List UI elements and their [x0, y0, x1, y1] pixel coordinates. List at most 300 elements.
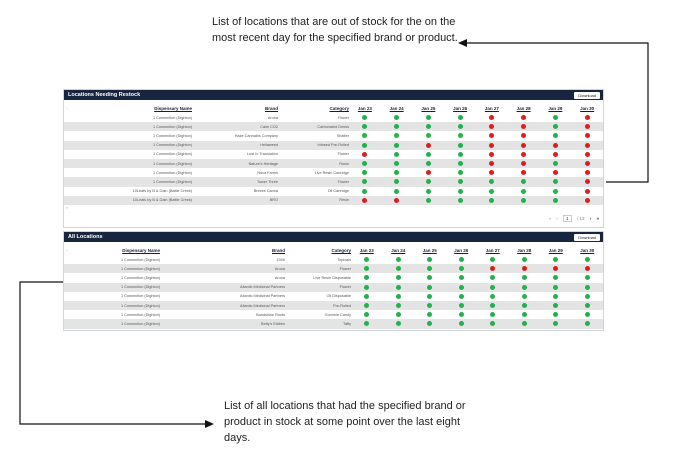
- cell-stock: [383, 301, 415, 310]
- cell-stock: [476, 168, 508, 177]
- in-stock-dot-icon: [553, 124, 558, 129]
- cell-stock: [381, 122, 413, 131]
- select-all-checkbox[interactable]: ◦: [66, 248, 68, 253]
- column-header-category[interactable]: Category: [329, 106, 349, 111]
- cell-stock: [413, 150, 445, 159]
- column-header-date[interactable]: Jan 25: [421, 106, 436, 111]
- cell-stock: [476, 150, 508, 159]
- cell-stock: [381, 159, 413, 168]
- in-stock-dot-icon: [364, 266, 369, 271]
- cell-stock: [413, 168, 445, 177]
- in-stock-dot-icon: [553, 303, 558, 308]
- in-stock-dot-icon: [426, 179, 431, 184]
- cell-category: Taffy: [285, 319, 351, 328]
- cell-category: Live Resin Cartridge: [278, 168, 349, 177]
- in-stock-dot-icon: [459, 275, 464, 280]
- cell-dispensary: 1 Connection (Dighton): [70, 283, 160, 292]
- out-of-stock-dot-icon: [585, 133, 590, 138]
- in-stock-dot-icon: [426, 115, 431, 120]
- in-stock-dot-icon: [553, 179, 558, 184]
- in-stock-dot-icon: [553, 161, 558, 166]
- cell-stock: [540, 255, 572, 264]
- cell-dispensary: 1 Connection (Dighton): [70, 131, 192, 140]
- in-stock-dot-icon: [362, 133, 367, 138]
- cell-stock: [571, 168, 603, 177]
- in-stock-dot-icon: [458, 198, 463, 203]
- in-stock-dot-icon: [489, 179, 494, 184]
- restock-download-button[interactable]: Download: [574, 92, 600, 99]
- cell-brand: Haze Cannabis Company: [192, 131, 278, 140]
- cell-dispensary: 1 Connection (Dighton): [70, 113, 192, 122]
- out-of-stock-dot-icon: [553, 143, 558, 148]
- cell-stock: [540, 292, 572, 301]
- out-of-stock-dot-icon: [521, 152, 526, 157]
- column-header-dispensary[interactable]: Dispensary Name: [154, 106, 192, 111]
- cell-category: Gummie Candy: [285, 310, 351, 319]
- out-of-stock-dot-icon: [521, 161, 526, 166]
- in-stock-dot-icon: [553, 198, 558, 203]
- all-header: [64, 232, 603, 242]
- out-of-stock-dot-icon: [585, 143, 590, 148]
- cell-brand: Hellaweed: [192, 141, 278, 150]
- cell-stock: [477, 301, 509, 310]
- out-of-stock-dot-icon: [426, 170, 431, 175]
- column-header-date[interactable]: Jan 30: [580, 248, 595, 253]
- cell-stock: [508, 141, 540, 150]
- cell-category: Flower: [278, 150, 349, 159]
- column-header-date[interactable]: Jan 26: [454, 248, 469, 253]
- in-stock-dot-icon: [521, 189, 526, 194]
- cell-stock: [444, 150, 476, 159]
- cell-dispensary: 1 Connection (Dighton): [70, 319, 160, 328]
- cell-stock: [351, 301, 383, 310]
- cell-brand: Aruna: [160, 273, 285, 282]
- in-stock-dot-icon: [427, 257, 432, 262]
- column-header-date[interactable]: Jan 30: [580, 106, 595, 111]
- column-header-date[interactable]: Jan 26: [453, 106, 468, 111]
- cell-dispensary: 1 Connection (Dighton): [70, 122, 192, 131]
- cell-stock: [540, 301, 572, 310]
- table-row[interactable]: [64, 131, 603, 140]
- cell-stock: [477, 310, 509, 319]
- column-header-brand[interactable]: Brand: [271, 248, 285, 253]
- pager-last-button[interactable]: »: [596, 216, 599, 221]
- cell-stock: [540, 122, 572, 131]
- cell-brand: Tower Three: [192, 177, 278, 186]
- cell-brand: Betty's Eddies: [160, 319, 285, 328]
- table-row[interactable]: [64, 122, 603, 131]
- in-stock-dot-icon: [522, 275, 527, 280]
- cell-category: Pre-Rolled: [285, 301, 351, 310]
- in-stock-dot-icon: [396, 266, 401, 271]
- in-stock-dot-icon: [364, 294, 369, 299]
- in-stock-dot-icon: [458, 143, 463, 148]
- cell-stock: [349, 113, 381, 122]
- cell-dispensary: 1 Connection (Dighton): [70, 141, 192, 150]
- out-of-stock-dot-icon: [553, 152, 558, 157]
- in-stock-dot-icon: [364, 257, 369, 262]
- in-stock-dot-icon: [396, 257, 401, 262]
- column-header-date[interactable]: Jan 23: [359, 248, 374, 253]
- restock-table: [64, 104, 603, 205]
- in-stock-dot-icon: [459, 266, 464, 271]
- table-row[interactable]: [64, 168, 603, 177]
- table-row[interactable]: [64, 255, 603, 264]
- in-stock-dot-icon: [521, 198, 526, 203]
- cell-stock: [383, 264, 415, 273]
- in-stock-dot-icon: [522, 294, 527, 299]
- in-stock-dot-icon: [362, 124, 367, 129]
- in-stock-dot-icon: [553, 257, 558, 262]
- cell-stock: [477, 255, 509, 264]
- cell-category: Flower: [278, 177, 349, 186]
- cell-stock: [351, 319, 383, 328]
- cell-stock: [414, 273, 446, 282]
- in-stock-dot-icon: [585, 312, 590, 317]
- cell-stock: [413, 113, 445, 122]
- out-of-stock-dot-icon: [362, 198, 367, 203]
- in-stock-dot-icon: [362, 143, 367, 148]
- column-header-date[interactable]: Jan 23: [357, 106, 372, 111]
- table-row[interactable]: [64, 113, 603, 122]
- out-of-stock-dot-icon: [489, 161, 494, 166]
- out-of-stock-dot-icon: [490, 266, 495, 271]
- cell-category: Topicals: [285, 255, 351, 264]
- in-stock-dot-icon: [522, 321, 527, 326]
- cell-stock: [383, 273, 415, 282]
- cell-stock: [381, 141, 413, 150]
- table-row[interactable]: [64, 177, 603, 186]
- cell-stock: [381, 187, 413, 196]
- cell-stock: [444, 159, 476, 168]
- cell-stock: [414, 292, 446, 301]
- out-of-stock-dot-icon: [585, 124, 590, 129]
- restock-pager: [545, 215, 599, 222]
- column-header-brand[interactable]: Brand: [264, 106, 278, 111]
- cell-stock: [349, 141, 381, 150]
- column-header-date[interactable]: Jan 24: [391, 248, 406, 253]
- in-stock-dot-icon: [458, 161, 463, 166]
- cell-stock: [414, 310, 446, 319]
- cell-stock: [351, 310, 383, 319]
- in-stock-dot-icon: [459, 303, 464, 308]
- cell-dispensary: 10Leafs by B & Gain (Battle Creek): [70, 196, 192, 205]
- cell-category: Flower: [278, 113, 349, 122]
- table-row[interactable]: [64, 141, 603, 150]
- column-header-date[interactable]: Jan 29: [548, 106, 563, 111]
- cell-stock: [476, 141, 508, 150]
- cell-stock: [351, 283, 383, 292]
- table-row[interactable]: [64, 319, 603, 328]
- cell-stock: [476, 196, 508, 205]
- cell-stock: [383, 319, 415, 328]
- cell-stock: [540, 177, 572, 186]
- in-stock-dot-icon: [427, 275, 432, 280]
- out-of-stock-dot-icon: [585, 170, 590, 175]
- cell-stock: [381, 131, 413, 140]
- cell-stock: [509, 273, 541, 282]
- cell-stock: [540, 150, 572, 159]
- cell-stock: [571, 131, 603, 140]
- cell-stock: [446, 273, 478, 282]
- cell-stock: [444, 177, 476, 186]
- cell-stock: [508, 177, 540, 186]
- cell-brand: 1900: [160, 255, 285, 264]
- cell-stock: [571, 122, 603, 131]
- in-stock-dot-icon: [521, 179, 526, 184]
- in-stock-dot-icon: [396, 294, 401, 299]
- cell-stock: [446, 283, 478, 292]
- in-stock-dot-icon: [489, 189, 494, 194]
- cell-stock: [414, 319, 446, 328]
- cell-stock: [351, 292, 383, 301]
- in-stock-dot-icon: [426, 152, 431, 157]
- cell-stock: [571, 187, 603, 196]
- in-stock-dot-icon: [394, 189, 399, 194]
- cell-stock: [508, 187, 540, 196]
- cell-dispensary: 1 Connection (Dighton): [70, 292, 160, 301]
- cell-stock: [508, 131, 540, 140]
- cell-stock: [477, 273, 509, 282]
- cell-stock: [477, 292, 509, 301]
- in-stock-dot-icon: [426, 161, 431, 166]
- cell-stock: [383, 283, 415, 292]
- in-stock-dot-icon: [489, 198, 494, 203]
- cell-stock: [572, 273, 604, 282]
- cell-stock: [381, 168, 413, 177]
- in-stock-dot-icon: [362, 161, 367, 166]
- in-stock-dot-icon: [364, 312, 369, 317]
- in-stock-dot-icon: [394, 115, 399, 120]
- cell-stock: [414, 283, 446, 292]
- column-header-date[interactable]: Jan 24: [389, 106, 404, 111]
- cell-dispensary: 1 Connection (Dighton): [70, 177, 192, 186]
- table-row[interactable]: [64, 283, 603, 292]
- in-stock-dot-icon: [426, 124, 431, 129]
- in-stock-dot-icon: [427, 312, 432, 317]
- cell-stock: [476, 187, 508, 196]
- cell-stock: [446, 255, 478, 264]
- in-stock-dot-icon: [396, 285, 401, 290]
- column-header-date[interactable]: Jan 27: [485, 248, 500, 253]
- column-header-date[interactable]: Jan 28: [516, 106, 531, 111]
- column-header-date[interactable]: Jan 27: [484, 106, 499, 111]
- select-all-checkbox[interactable]: ◦: [66, 106, 68, 111]
- cell-brand: Calm CO2: [192, 122, 278, 131]
- cell-category: Resin: [278, 196, 349, 205]
- cell-stock: [540, 168, 572, 177]
- cell-stock: [349, 187, 381, 196]
- in-stock-dot-icon: [522, 312, 527, 317]
- cell-stock: [508, 196, 540, 205]
- in-stock-dot-icon: [427, 321, 432, 326]
- cell-stock: [444, 141, 476, 150]
- in-stock-dot-icon: [364, 285, 369, 290]
- cell-stock: [509, 301, 541, 310]
- cell-stock: [540, 283, 572, 292]
- column-header-dispensary[interactable]: Dispensary Name: [122, 248, 160, 253]
- in-stock-dot-icon: [490, 321, 495, 326]
- out-of-stock-dot-icon: [585, 179, 590, 184]
- cell-stock: [444, 122, 476, 131]
- cell-category: Flower: [285, 283, 351, 292]
- in-stock-dot-icon: [459, 321, 464, 326]
- pager-page-input[interactable]: 1: [563, 215, 572, 222]
- in-stock-dot-icon: [427, 285, 432, 290]
- cell-dispensary: 1 Connection (Dighton): [70, 255, 160, 264]
- all-table: [64, 246, 603, 329]
- cell-dispensary: 1 Connection (Dighton): [70, 159, 192, 168]
- in-stock-dot-icon: [396, 312, 401, 317]
- cell-stock: [414, 255, 446, 264]
- cell-stock: [477, 264, 509, 273]
- in-stock-dot-icon: [394, 133, 399, 138]
- cell-stock: [508, 150, 540, 159]
- cell-stock: [444, 131, 476, 140]
- in-stock-dot-icon: [585, 321, 590, 326]
- cell-stock: [571, 159, 603, 168]
- cell-stock: [349, 168, 381, 177]
- table-row[interactable]: [64, 264, 603, 273]
- cell-stock: [446, 292, 478, 301]
- in-stock-dot-icon: [427, 266, 432, 271]
- table-row[interactable]: [64, 301, 603, 310]
- cell-brand: Lost In Translation: [192, 150, 278, 159]
- out-of-stock-dot-icon: [489, 133, 494, 138]
- cell-stock: [446, 301, 478, 310]
- cell-stock: [508, 168, 540, 177]
- in-stock-dot-icon: [426, 189, 431, 194]
- column-header-date[interactable]: Jan 29: [548, 248, 563, 253]
- out-of-stock-dot-icon: [489, 115, 494, 120]
- cell-dispensary: 1 Connection (Dighton): [70, 273, 160, 282]
- restock-header: [64, 90, 603, 100]
- cell-stock: [571, 150, 603, 159]
- annotation-top: List of locations that are out of stock for the on the most recent day for the specified brand or product.: [212, 16, 458, 44]
- table-row[interactable]: [64, 310, 603, 319]
- cell-dispensary: 1 Connection (Dighton): [70, 310, 160, 319]
- in-stock-dot-icon: [426, 133, 431, 138]
- in-stock-dot-icon: [490, 257, 495, 262]
- cell-stock: [476, 113, 508, 122]
- in-stock-dot-icon: [394, 170, 399, 175]
- in-stock-dot-icon: [553, 189, 558, 194]
- in-stock-dot-icon: [394, 161, 399, 166]
- table-row[interactable]: [64, 273, 603, 282]
- column-header-category[interactable]: Category: [331, 248, 351, 253]
- cell-dispensary: 1 Connection (Dighton): [70, 150, 192, 159]
- cell-stock: [349, 159, 381, 168]
- cell-stock: [381, 177, 413, 186]
- cell-brand: Aruna: [192, 113, 278, 122]
- in-stock-dot-icon: [522, 303, 527, 308]
- out-of-stock-dot-icon: [553, 170, 558, 175]
- cell-stock: [413, 177, 445, 186]
- cell-stock: [508, 122, 540, 131]
- out-of-stock-dot-icon: [553, 266, 558, 271]
- out-of-stock-dot-icon: [585, 266, 590, 271]
- cell-stock: [351, 264, 383, 273]
- column-header-date[interactable]: Jan 28: [517, 248, 532, 253]
- cell-stock: [540, 141, 572, 150]
- cell-stock: [509, 283, 541, 292]
- in-stock-dot-icon: [490, 275, 495, 280]
- cell-brand: BRO: [192, 196, 278, 205]
- cell-stock: [477, 319, 509, 328]
- pager-first-button[interactable]: «: [548, 216, 552, 221]
- out-of-stock-dot-icon: [521, 115, 526, 120]
- table-row[interactable]: [64, 292, 603, 301]
- out-of-stock-dot-icon: [426, 143, 431, 148]
- cell-stock: [444, 113, 476, 122]
- pager-total: / 13: [576, 216, 585, 221]
- cell-category: Oil Disposable: [285, 292, 351, 301]
- cell-category: Rosin: [278, 159, 349, 168]
- in-stock-dot-icon: [362, 115, 367, 120]
- in-stock-dot-icon: [364, 275, 369, 280]
- in-stock-dot-icon: [459, 294, 464, 299]
- cell-stock: [508, 159, 540, 168]
- in-stock-dot-icon: [585, 275, 590, 280]
- cell-stock: [572, 292, 604, 301]
- cell-brand: Breeze Canna: [192, 187, 278, 196]
- in-stock-dot-icon: [394, 179, 399, 184]
- out-of-stock-dot-icon: [585, 161, 590, 166]
- cell-stock: [540, 159, 572, 168]
- all-download-button[interactable]: Download: [574, 234, 600, 241]
- cell-stock: [351, 273, 383, 282]
- pager-next-button[interactable]: ›: [589, 216, 592, 221]
- cell-stock: [446, 310, 478, 319]
- pager-prev-button[interactable]: ‹: [556, 216, 558, 221]
- cell-stock: [509, 255, 541, 264]
- table-row[interactable]: [64, 159, 603, 168]
- cell-stock: [476, 131, 508, 140]
- in-stock-dot-icon: [490, 312, 495, 317]
- table-row[interactable]: [64, 150, 603, 159]
- in-stock-dot-icon: [458, 133, 463, 138]
- cell-stock: [476, 177, 508, 186]
- table-row[interactable]: [64, 187, 603, 196]
- cell-stock: [540, 196, 572, 205]
- restock-scroll-hint: «: [66, 205, 69, 210]
- all-locations-panel: [63, 231, 604, 331]
- in-stock-dot-icon: [585, 294, 590, 299]
- cell-brand: Nature's Heritage: [192, 159, 278, 168]
- in-stock-dot-icon: [458, 115, 463, 120]
- cell-stock: [349, 177, 381, 186]
- out-of-stock-dot-icon: [489, 170, 494, 175]
- cell-dispensary: 1 Connection (Dighton): [70, 168, 192, 177]
- in-stock-dot-icon: [362, 179, 367, 184]
- cell-brand: Bandshine Roots: [160, 310, 285, 319]
- cell-stock: [571, 196, 603, 205]
- in-stock-dot-icon: [553, 294, 558, 299]
- in-stock-dot-icon: [458, 179, 463, 184]
- cell-stock: [509, 310, 541, 319]
- cell-category: Shatter: [278, 131, 349, 140]
- out-of-stock-dot-icon: [521, 133, 526, 138]
- out-of-stock-dot-icon: [489, 152, 494, 157]
- out-of-stock-dot-icon: [521, 143, 526, 148]
- out-of-stock-dot-icon: [522, 266, 527, 271]
- cell-category: Live Resin Disposable: [285, 273, 351, 282]
- out-of-stock-dot-icon: [362, 152, 367, 157]
- in-stock-dot-icon: [364, 303, 369, 308]
- table-row[interactable]: [64, 196, 603, 205]
- in-stock-dot-icon: [427, 294, 432, 299]
- column-header-date[interactable]: Jan 25: [422, 248, 437, 253]
